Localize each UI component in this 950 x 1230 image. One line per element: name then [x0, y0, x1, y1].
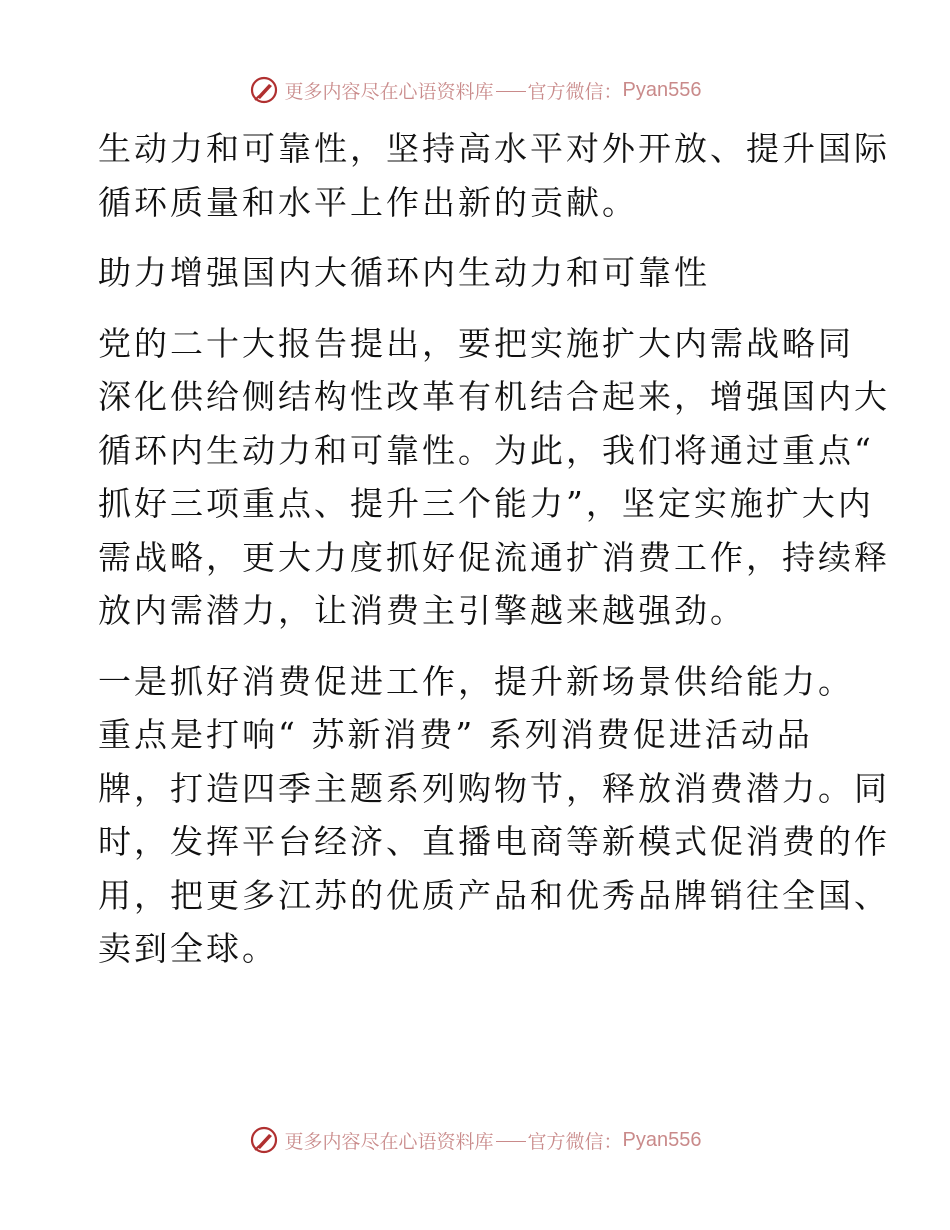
text-line: 循环质量和水平上作出新的贡献。: [98, 182, 638, 222]
quill-logo-icon: [249, 1125, 279, 1155]
text-line: 牌，打造四季主题系列购物节，释放消费潜力。同: [98, 768, 890, 808]
text-line: 深化供给侧结构性改革有机结合起来，增强国内大: [98, 377, 890, 416]
text-line: 放内需潜力，让消费主引擎越来越强劲。: [98, 591, 746, 630]
wechat-label: 官方微信：: [527, 80, 623, 103]
document-body: [98, 122, 890, 976]
text-line: 一是抓好消费促进工作，提升新场景供给能力。: [98, 661, 854, 701]
text-line: 循环内生动力和可靠性。为此，我们将通过重点“: [98, 430, 874, 470]
footer-banner: [0, 1120, 950, 1160]
text-line: 需战略，更大力度抓好促流通扩消费工作，持续释: [98, 537, 890, 577]
paragraph-2: [98, 317, 890, 638]
banner-text: 更多内容尽在心语资料库: [284, 80, 494, 103]
wechat-label: 官方微信：: [527, 1130, 623, 1153]
wechat-id: Pyan556: [622, 78, 702, 101]
text-line: 党的二十大报告提出，要把实施扩大内需战略同: [98, 323, 854, 363]
text-line: 重点是打响“ 苏新消费” 系列消费促进活动品: [98, 715, 813, 754]
text-line: 卖到全球。: [98, 929, 278, 968]
header-banner: [0, 70, 950, 110]
paragraph-1: [98, 122, 890, 229]
text-line: 生动力和可靠性，坚持高水平对外开放、提升国际: [98, 129, 890, 168]
text-line: 用，把更多江苏的优质产品和优秀品牌销往全国、: [98, 875, 890, 915]
banner-text: 更多内容尽在心语资料库: [284, 1130, 494, 1153]
banner-divider: [494, 1129, 528, 1151]
paragraph-3: [98, 655, 890, 976]
text-line: 抓好三项重点、提升三个能力”，坚定实施扩大内: [98, 484, 874, 523]
text-line: 时，发挥平台经济、直播电商等新模式促消费的作: [98, 822, 890, 861]
heading-text: 助力增强国内大循环内生动力和可靠性: [98, 253, 710, 292]
section-heading: [98, 246, 858, 300]
wechat-id: Pyan556: [622, 1128, 702, 1151]
banner-divider: [494, 79, 528, 101]
quill-logo-icon: [249, 75, 279, 105]
